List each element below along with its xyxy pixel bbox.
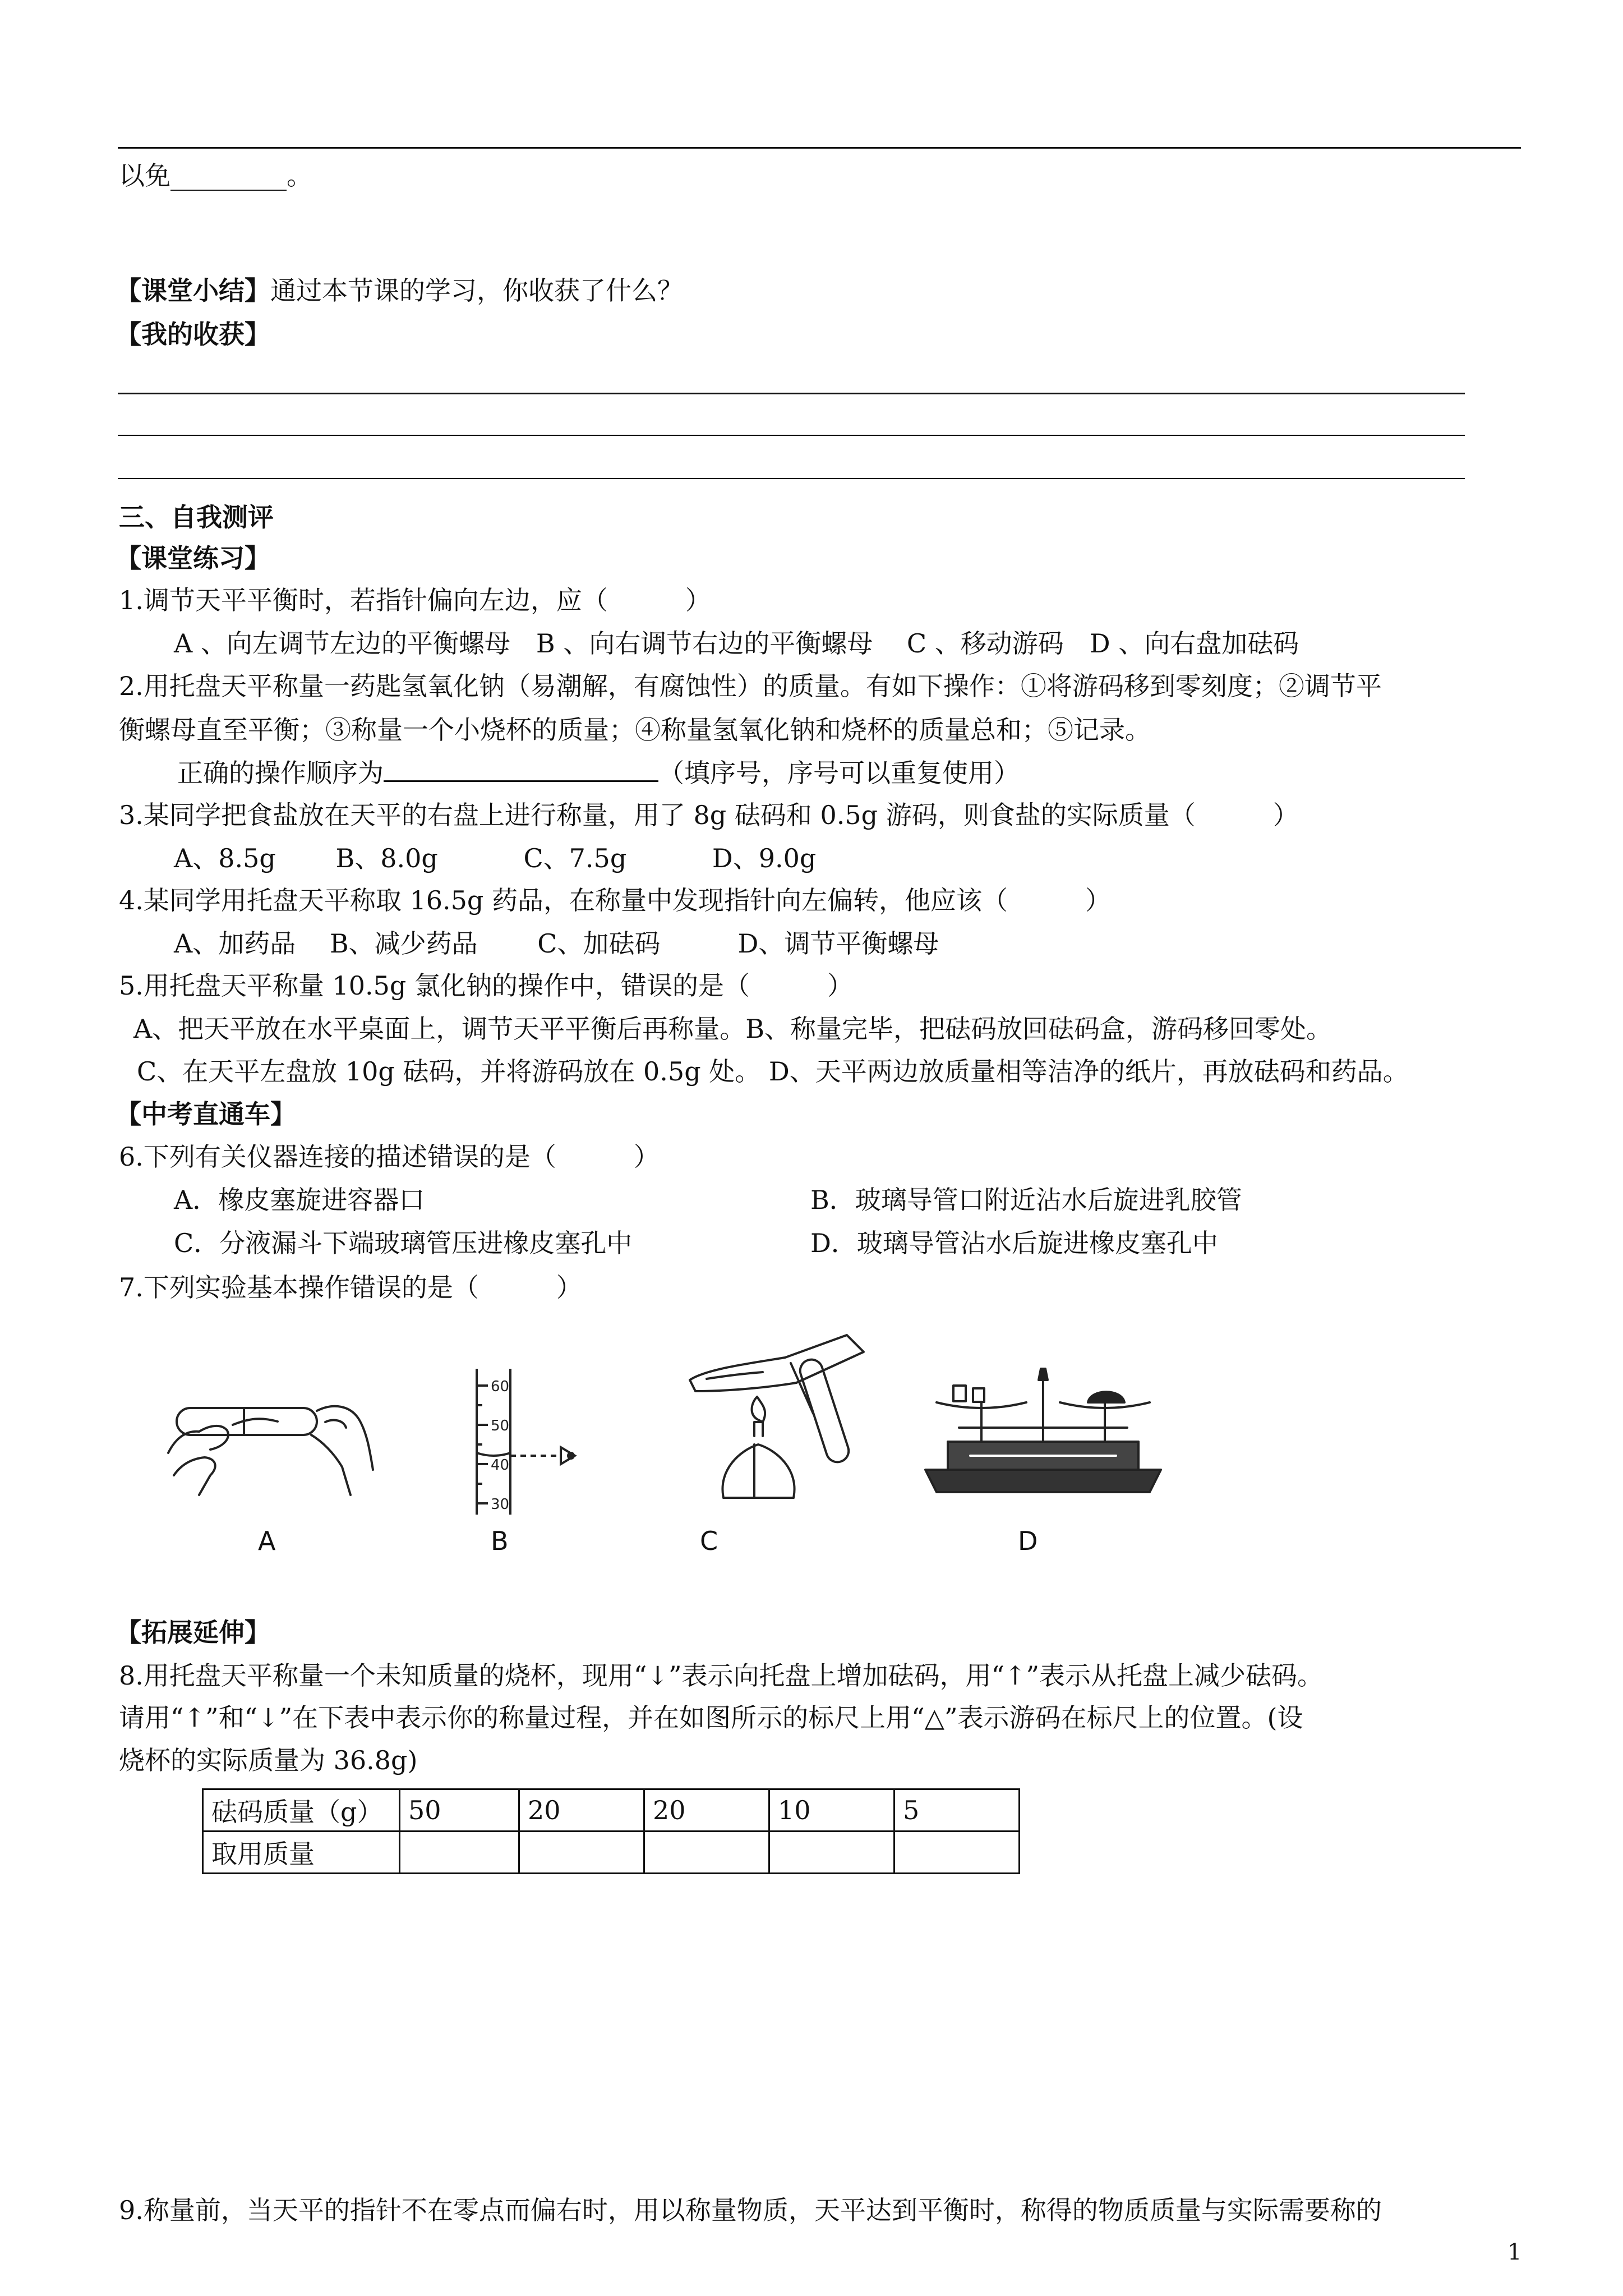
harvest-heading: 【我的收获】 bbox=[116, 319, 270, 349]
answer-line-3 bbox=[118, 478, 1465, 479]
cylinder-tick-40: 40 bbox=[491, 1457, 510, 1474]
zhongkao-heading: 【中考直通车】 bbox=[116, 1099, 296, 1129]
table-cell-used[interactable] bbox=[644, 1832, 769, 1874]
q1-stem: 1.调节天平平衡时，若指针偏向左边，应（ ） bbox=[119, 585, 711, 615]
answer-line-2 bbox=[118, 435, 1465, 436]
q3-options: A、8.5g B、8.0g C、7.5g D、9.0g bbox=[174, 843, 817, 873]
table-cell-used[interactable] bbox=[519, 1832, 644, 1874]
q2-line1: 2.用托盘天平称量一药匙氢氧化钠（易潮解，有腐蚀性）的质量。有如下操作：①将游码移到零刻度；②调节平 bbox=[119, 671, 1382, 701]
summary-line bbox=[116, 274, 683, 307]
practice-heading: 【课堂练习】 bbox=[116, 543, 270, 573]
q8-line2: 请用“↑”和“↓”在下表中表示你的称量过程，并在如图所示的标尺上用“△”表示游码在标尺上的位置。(设 bbox=[119, 1703, 1303, 1733]
q6-option-a: A．橡皮塞旋进容器口 bbox=[174, 1185, 425, 1215]
table-cell-mass: 50 bbox=[400, 1789, 519, 1832]
weights-table bbox=[202, 1788, 1020, 1874]
table-cell-used[interactable] bbox=[769, 1832, 895, 1874]
table-cell-mass: 20 bbox=[644, 1789, 769, 1832]
weights-row-mass bbox=[203, 1789, 1020, 1832]
answer-line-1 bbox=[118, 393, 1465, 394]
figure-d-balance bbox=[914, 1358, 1172, 1503]
table-cell-mass: 10 bbox=[769, 1789, 895, 1832]
q8-line1: 8.用托盘天平称量一个未知质量的烧杯，现用“↓”表示向托盘上增加砝码，用“↑”表示从托盘上减少砝码。 bbox=[119, 1660, 1324, 1691]
q6-option-d: D．玻璃导管沾水后旋进橡皮塞孔中 bbox=[810, 1228, 1218, 1258]
q4-stem: 4.某同学用托盘天平称取 16.5g 药品，在称量中发现指针向左偏转，他应该（ ） bbox=[119, 885, 1112, 915]
figure-c-heating bbox=[673, 1329, 886, 1520]
table-header-mass: 砝码质量（g） bbox=[203, 1789, 400, 1832]
q3-stem: 3.某同学把食盐放在天平的右盘上进行称量，用了 8g 砝码和 0.5g 游码，则食盐的实际质量（ ） bbox=[119, 800, 1299, 830]
page-number: 1 bbox=[1507, 2239, 1522, 2265]
figure-b-label: B bbox=[491, 1526, 509, 1556]
q4-options: A、加药品 B、减少药品 C、加砝码 D、调节平衡螺母 bbox=[174, 928, 939, 959]
table-cell-mass: 5 bbox=[895, 1789, 1020, 1832]
cylinder-tick-50: 50 bbox=[491, 1418, 510, 1434]
table-cell-mass: 20 bbox=[519, 1789, 644, 1832]
figure-a-label: A bbox=[258, 1526, 276, 1556]
section-title: 三、自我测评 bbox=[119, 502, 274, 532]
q2-line3-label: 正确的操作顺序为 bbox=[177, 758, 384, 788]
q8-line3: 烧杯的实际质量为 36.8g) bbox=[119, 1745, 418, 1775]
figure-a-test-tube bbox=[165, 1369, 379, 1498]
header-rule bbox=[118, 147, 1521, 149]
summary-heading: 【课堂小结】 bbox=[116, 275, 270, 306]
q2-answer-blank bbox=[384, 756, 658, 782]
table-cell-used[interactable] bbox=[400, 1832, 519, 1874]
q6-option-c: C．分液漏斗下端玻璃管压进橡皮塞孔中 bbox=[174, 1228, 633, 1258]
cylinder-tick-30: 30 bbox=[491, 1496, 510, 1513]
q5-options-cd: C、在天平左盘放 10g 砝码，并将游码放在 0.5g 处。 D、天平两边放质量相等洁净的纸片，再放砝码和药品。 bbox=[137, 1056, 1409, 1087]
q6-option-b: B．玻璃导管口附近沾水后旋进乳胶管 bbox=[810, 1185, 1242, 1215]
figure-b-graduated-cylinder bbox=[460, 1369, 600, 1515]
q5-options-ab: A、把天平放在水平桌面上，调节天平平衡后再称量。B、称量完毕，把砝码放回砝码盒，游码移回零处。 bbox=[133, 1014, 1332, 1044]
q2-line3-hint: （填序号，序号可以重复使用） bbox=[658, 758, 1020, 788]
table-header-used: 取用质量 bbox=[203, 1832, 400, 1874]
q7-stem: 7.下列实验基本操作错误的是（ ） bbox=[119, 1272, 582, 1303]
table-cell-used[interactable] bbox=[895, 1832, 1020, 1874]
q5-stem: 5.用托盘天平称量 10.5g 氯化钠的操作中，错误的是（ ） bbox=[119, 970, 854, 1001]
q9-text: 9.称量前，当天平的指针不在零点而偏右时，用以称量物质，天平达到平衡时，称得的物质质量与实际需要称的 bbox=[119, 2195, 1382, 2225]
cylinder-tick-60: 60 bbox=[491, 1378, 510, 1395]
q2-line2: 衡螺母直至平衡；③称量一个小烧杯的质量；④称量氢氧化钠和烧杯的质量总和；⑤记录。 bbox=[119, 715, 1151, 745]
q2-line3 bbox=[177, 756, 1020, 790]
top-line: 以免_________。 bbox=[119, 160, 312, 191]
figure-d-label: D bbox=[1018, 1526, 1038, 1556]
q6-stem: 6.下列有关仪器连接的描述错误的是（ ） bbox=[119, 1142, 660, 1172]
summary-text: 通过本节课的学习，你收获了什么？ bbox=[270, 275, 683, 306]
q1-options: A 、向左调节左边的平衡螺母 B 、向右调节右边的平衡螺母 C 、移动游码 D 、向右盘加砝码 bbox=[174, 628, 1299, 659]
extend-heading: 【拓展延伸】 bbox=[116, 1617, 270, 1648]
weights-row-used bbox=[203, 1832, 1020, 1874]
figure-c-label: C bbox=[700, 1526, 718, 1556]
